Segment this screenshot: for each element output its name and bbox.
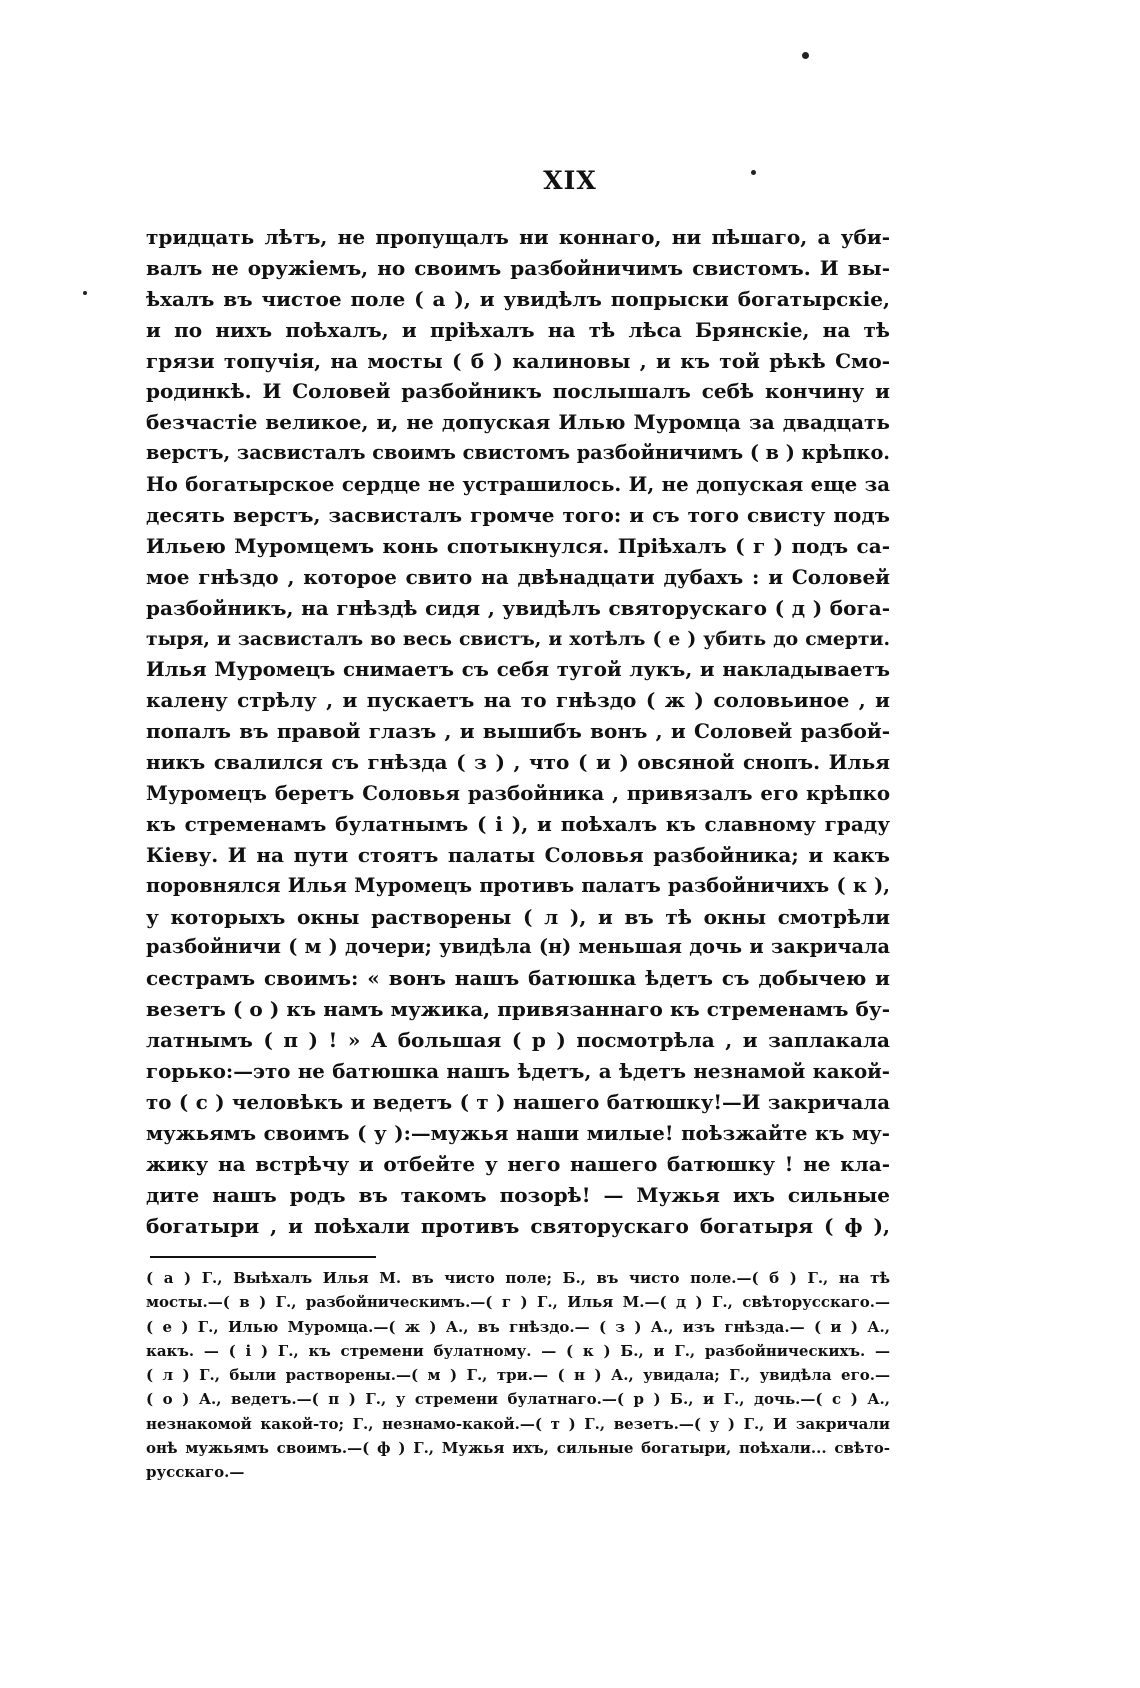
body-line: везетъ ( о ) къ намъ мужика, привязаннаго къ стременамъ бу-: [146, 997, 890, 1022]
body-line: безчастіе великое, и, не допуская Илью Муромца за двадцать: [146, 410, 890, 435]
body-line: то ( с ) человѣкъ и ведетъ ( т ) нашего батюшку!—И закричала: [146, 1089, 890, 1114]
body-line: мужьямъ своимъ ( у ):—мужья наши милые! поѣзжайте къ му-: [146, 1120, 890, 1145]
footnote-line: ( а ) Г., Выѣхалъ Илья М. въ чисто поле; Б., въ чисто поле.—( б ) Г., на тѣ: [146, 1269, 890, 1287]
body-line: калену стрѣлу , и пускаетъ на то гнѣздо ( ж ) соловьиное , и: [146, 688, 890, 713]
body-line: попалъ въ правой глазъ , и вышибъ вонъ , и Соловей разбой-: [146, 719, 890, 744]
body-line: къ стременамъ булатнымъ ( і ), и поѣхалъ къ славному граду: [146, 811, 890, 836]
footnote-line: ( е ) Г., Илью Муромца.—( ж ) А., въ гнѣздо.— ( з ) А., изъ гнѣзда.— ( и ) А.,: [146, 1317, 890, 1336]
body-line: богатыри , и поѣхали противъ святорускаго богатыря ( ф ),: [146, 1213, 890, 1238]
body-line: родинкѣ. И Соловей разбойникъ послышалъ себѣ кончину и: [146, 379, 890, 404]
body-line: разбойникъ, на гнѣздѣ сидя , увидѣлъ святорускаго ( д ) бога-: [146, 595, 890, 620]
footnote-line: русскаго.—: [146, 1463, 245, 1482]
footnote-line: какъ. — ( і ) Г., къ стремени булатному. — ( к ) Б., и Г., разбойническихъ. —: [146, 1341, 890, 1360]
print-speck: [802, 52, 809, 59]
footnote-line: незнакомой какой-то; Г., незнамо-какой.—( т ) Г., везетъ.—( у ) Г., И закричали: [146, 1414, 890, 1433]
body-line: латнымъ ( п ) ! » А большая ( р ) посмотрѣла , и заплакала: [146, 1028, 890, 1053]
footnote-line: ( о ) А., ведетъ.—( п ) Г., у стремени булатнаго.—( р ) Б., и Г., дочь.—( с ) А.,: [146, 1390, 890, 1409]
body-line: тридцать лѣтъ, не пропущалъ ни коннаго, ни пѣшаго, а уби-: [146, 225, 890, 249]
body-line: валъ не оружіемъ, но своимъ разбойничимъ свистомъ. И вы-: [146, 255, 890, 280]
body-line: верстъ, засвисталъ своимъ свистомъ разбойничимъ ( в ) крѣпко.: [146, 441, 890, 465]
body-line: никъ свалился съ гнѣзда ( з ) , что ( и ) овсяной снопъ. Илья: [146, 750, 890, 775]
body-line: сестрамъ своимъ: « вонъ нашъ батюшка ѣдетъ съ добычею и: [146, 966, 890, 991]
footnote-divider: [150, 1256, 376, 1258]
footnote-line: мосты.—( в ) Г., разбойническимъ.—( г ) Г., Илья М.—( д ) Г., свѣторусскаго.—: [146, 1293, 890, 1312]
body-line: грязи топучія, на мосты ( б ) калиновы , и къ той рѣкѣ Смо-: [146, 348, 890, 373]
body-line: горько:—это не батюшка нашъ ѣдетъ, а ѣдетъ незнамой какой-: [146, 1059, 890, 1084]
body-line: тыря, и засвисталъ во весь свистъ, и хотѣлъ ( е ) убить до смерти.: [146, 627, 890, 650]
body-line: ѣхалъ въ чистое поле ( а ), и увидѣлъ попрыски богатырскіе,: [146, 286, 890, 311]
body-line: у которыхъ окны растворены ( л ), и въ тѣ окны смотрѣли: [146, 904, 890, 929]
body-line: поровнялся Илья Муромецъ противъ палатъ разбойничихъ ( к ),: [146, 873, 890, 897]
body-text: [146, 222, 890, 1241]
footnotes: [146, 1266, 890, 1485]
page-number: XIX: [543, 166, 597, 195]
body-line: Илья Муромецъ снимаетъ съ себя тугой лукъ, и накладываетъ: [146, 657, 890, 682]
footnote-line: онѣ мужьямъ своимъ.—( ф ) Г., Мужья ихъ, сильные богатыри, поѣхали... свѣто-: [146, 1439, 890, 1458]
body-line: и по нихъ поѣхалъ, и пріѣхалъ на тѣ лѣса Брянскіе, на тѣ: [146, 317, 890, 342]
body-line: разбойничи ( м ) дочери; увидѣла (н) меньшая дочь и закричала: [146, 935, 890, 959]
body-line: десять верстъ, засвисталъ громче того: и съ того свисту подъ: [146, 503, 890, 528]
footnote-line: ( л ) Г., были растворены.—( м ) Г., три.— ( н ) А., увидала; Г., увидѣла его.—: [146, 1366, 890, 1385]
body-line: дите нашъ родъ въ такомъ позорѣ! — Мужья ихъ сильные: [146, 1182, 890, 1207]
body-line: Ильею Муромцемъ конь спотыкнулся. Пріѣхалъ ( г ) подъ са-: [146, 533, 890, 558]
body-line: жику на встрѣчу и отбейте у него нашего батюшку ! не кла-: [146, 1151, 890, 1176]
body-line: Кіеву. И на пути стоятъ палаты Соловья разбойника; и какъ: [146, 842, 890, 867]
body-line: мое гнѣздо , которое свито на двѣнадцати дубахъ : и Соловей: [146, 564, 890, 589]
body-line: Муромецъ беретъ Соловья разбойника , привязалъ его крѣпко: [146, 781, 890, 806]
body-line: Но богатырское сердце не устрашилось. И, не допуская еще за: [146, 472, 890, 497]
print-speck: [83, 291, 87, 295]
